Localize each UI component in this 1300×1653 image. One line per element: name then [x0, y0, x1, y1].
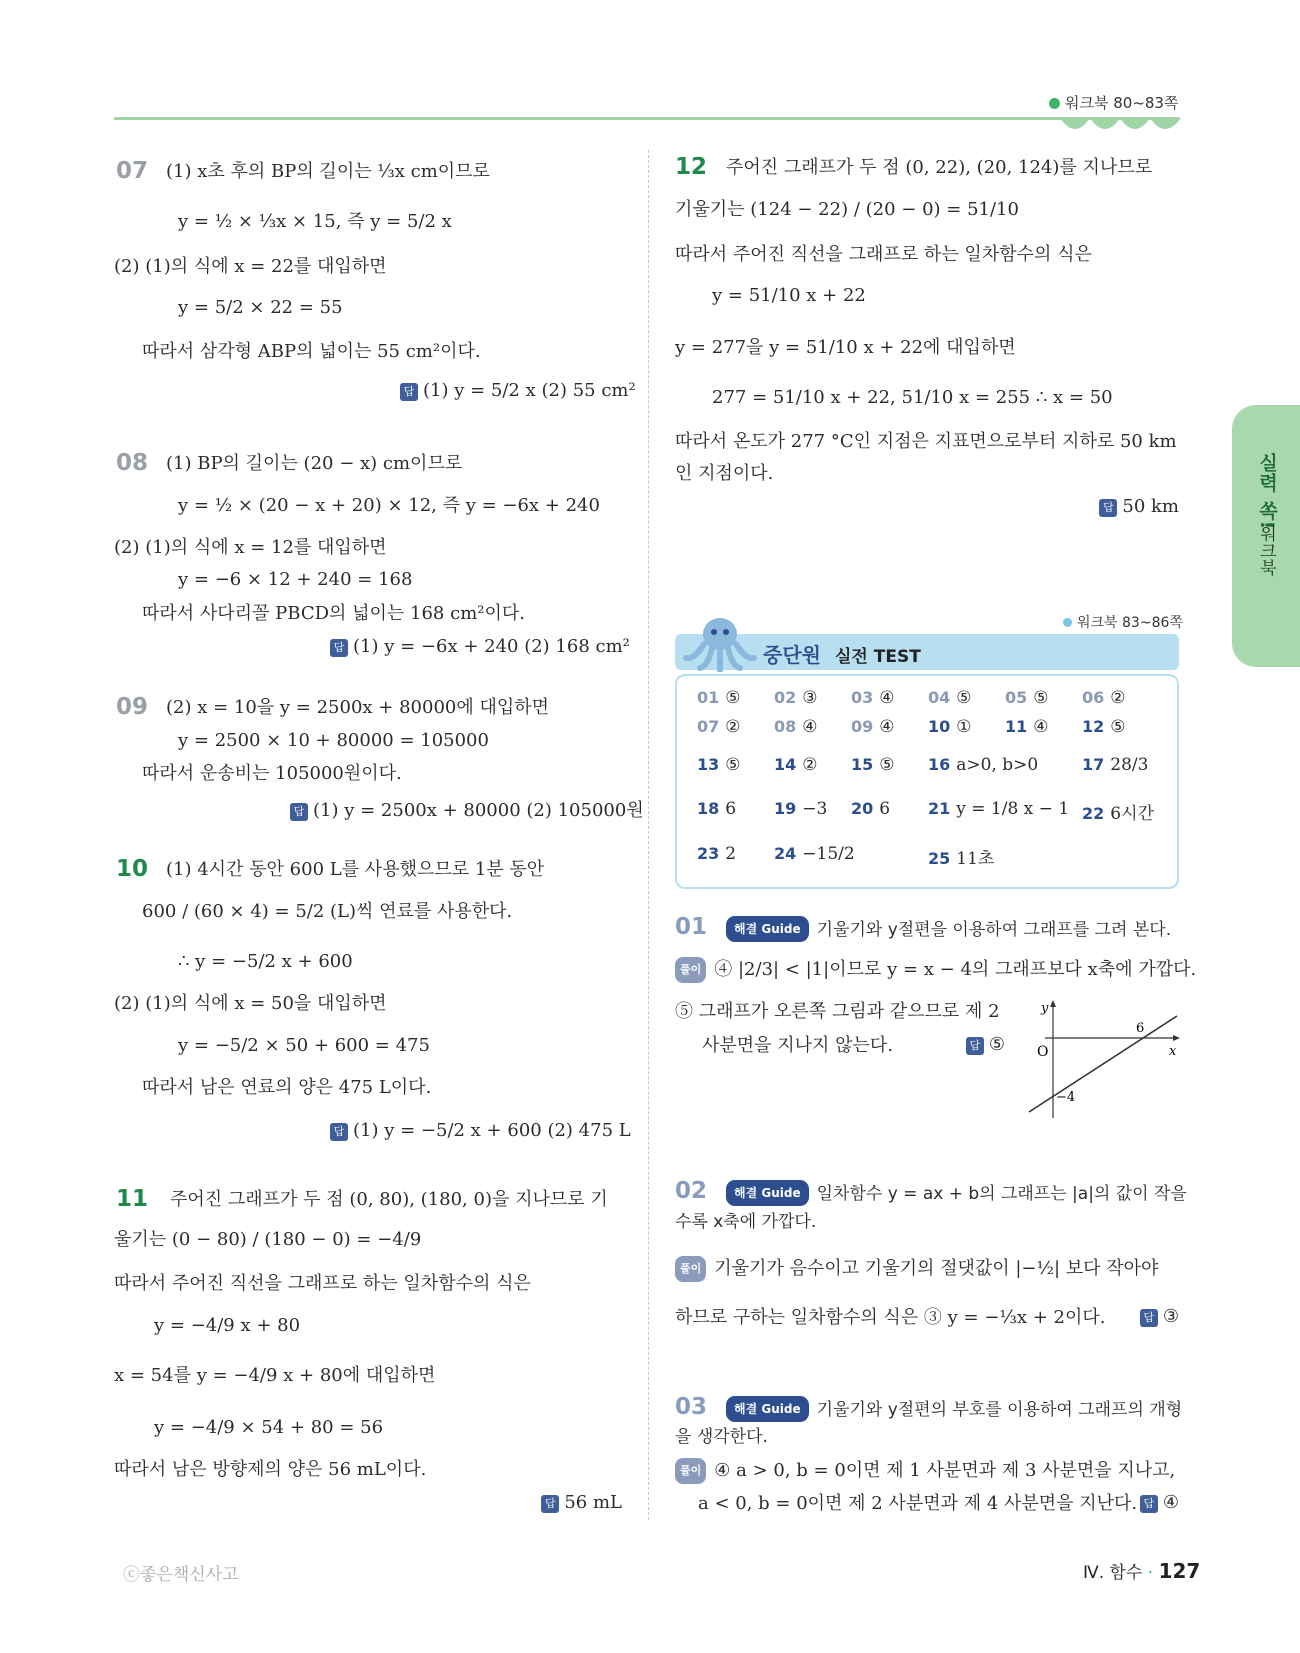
wave-decoration-icon	[1060, 118, 1181, 136]
q03-guide: 해결 Guide 기울기와 y절편의 부호를 이용하여 그래프의 개형	[726, 1396, 1182, 1422]
test-answer-value: ③	[802, 688, 818, 708]
q02-answer: 답 ③	[1120, 1306, 1179, 1327]
answer-badge-icon: 답	[541, 1495, 559, 1513]
guide-badge: 해결 Guide	[726, 1180, 809, 1206]
answer-badge-icon: 답	[1140, 1309, 1158, 1327]
p11-line3: 따라서 주어진 직선을 그래프로 하는 일차함수의 식은	[114, 1273, 531, 1294]
test-answer-number: 22	[1082, 804, 1105, 823]
question-number-03: 03	[675, 1394, 708, 1420]
graph-origin-label: O	[1037, 1044, 1049, 1060]
test-answer-number: 09	[851, 717, 874, 736]
green-dot-icon	[1049, 98, 1060, 109]
p12-line1: 주어진 그래프가 두 점 (0, 22), (20, 124)를 지나므로	[726, 157, 1153, 178]
test-answer-value: ⑤	[879, 755, 895, 775]
test-answer-item	[1082, 688, 1126, 708]
test-answer-number: 01	[697, 688, 720, 707]
answer-badge-icon: 답	[400, 383, 418, 401]
side-tab[interactable]	[1232, 405, 1300, 667]
answer-badge-icon: 답	[1099, 499, 1117, 517]
test-answer-number: 25	[928, 849, 951, 868]
test-answer-number: 21	[928, 799, 951, 818]
test-answer-value: 6	[725, 799, 737, 819]
answer-badge-icon: 답	[330, 1123, 348, 1141]
q02-guide-line2: 수록 x축에 가깝다.	[675, 1212, 817, 1232]
graph-y-intercept-label: −4	[1056, 1090, 1076, 1105]
test-subtitle: 실전 TEST	[835, 647, 921, 667]
test-answer-number: 08	[774, 717, 797, 736]
graph-y-label: y	[1041, 1001, 1049, 1016]
p07-line2: y = ½ × ⅓x × 15, 즉 y = 5/2 x	[178, 211, 452, 232]
problem-number-08: 08	[116, 450, 149, 476]
q01-line2: ⑤ 그래프가 오른쪽 그림과 같으므로 제 2	[675, 1001, 1000, 1022]
test-answer-item	[774, 755, 818, 775]
q01-answer: 답 ⑤	[950, 1034, 1005, 1055]
p12-line5: y = 277을 y = 51/10 x + 22에 대입하면	[675, 337, 1016, 358]
test-answer-number: 17	[1082, 755, 1105, 774]
p12-line2: 기울기는 (124 − 22) / (20 − 0) = 51/10	[675, 199, 1019, 220]
test-answer-value: ⑤	[1033, 688, 1049, 708]
test-answer-item	[1005, 717, 1049, 737]
p12-line6: 277 = 51/10 x + 22, 51/10 x = 255 ∴ x = 50	[712, 387, 1113, 408]
test-answer-value: −3	[802, 799, 828, 819]
test-answer-value: ⑤	[725, 688, 741, 708]
test-answer-number: 06	[1082, 688, 1105, 707]
test-answer-item	[774, 688, 818, 708]
test-answer-value: ⑤	[1110, 717, 1126, 737]
problem-number-11: 11	[116, 1186, 149, 1212]
test-answer-item	[928, 717, 972, 737]
p12-line4: y = 51/10 x + 22	[712, 285, 866, 306]
test-answer-value: ④	[1033, 717, 1049, 737]
q02-line2: 하므로 구하는 일차함수의 식은 ③ y = −⅓x + 2이다.	[675, 1307, 1106, 1328]
p07-answer: 답 (1) y = 5/2 x (2) 55 cm²	[400, 380, 622, 401]
solution-badge: 풀이	[675, 1458, 706, 1484]
octopus-mascot-icon	[680, 614, 760, 672]
test-answer-item	[697, 688, 741, 708]
answer-badge-icon: 답	[966, 1037, 984, 1055]
p07-line4: y = 5/2 × 22 = 55	[178, 297, 343, 318]
page-number: 127	[1158, 1559, 1201, 1583]
test-answer-number: 14	[774, 755, 797, 774]
test-answer-item	[697, 799, 736, 819]
q01-line3: 사분면을 지나지 않는다.	[702, 1035, 894, 1056]
test-answer-value: 6	[879, 799, 891, 819]
answer-badge-icon: 답	[290, 803, 308, 821]
test-answer-number: 10	[928, 717, 951, 736]
test-answer-number: 13	[697, 755, 720, 774]
solution-badge: 풀이	[675, 957, 706, 983]
test-answer-number: 11	[1005, 717, 1028, 736]
test-answer-value: ④	[879, 717, 895, 737]
guide-badge: 해결 Guide	[726, 1396, 809, 1422]
p10-line6: 따라서 남은 연료의 양은 475 L이다.	[142, 1077, 432, 1098]
test-answer-number: 04	[928, 688, 951, 707]
p07-line3: (2) (1)의 식에 x = 22를 대입하면	[114, 256, 387, 277]
test-answer-number: 23	[697, 844, 720, 863]
p10-line1: (1) 4시간 동안 600 L를 사용했으므로 1분 동안	[166, 859, 545, 880]
test-answer-number: 16	[928, 755, 951, 774]
test-answer-item	[928, 799, 1069, 819]
test-answer-item	[774, 717, 818, 737]
test-answer-number: 24	[774, 844, 797, 863]
p11-line5: x = 54를 y = −4/9 x + 80에 대입하면	[114, 1365, 436, 1386]
test-answer-item	[1082, 717, 1126, 737]
p07-line5: 따라서 삼각형 ABP의 넓이는 55 cm²이다.	[142, 341, 481, 362]
p10-line3: ∴ y = −5/2 x + 600	[178, 951, 353, 972]
test-answer-value: y = 1/8 x − 1	[956, 799, 1070, 819]
graph-x-label: x	[1169, 1044, 1177, 1059]
test-answer-number: 18	[697, 799, 720, 818]
test-answer-item	[851, 717, 895, 737]
graph-x-intercept-label: 6	[1136, 1021, 1145, 1036]
test-answer-value: 6시간	[1110, 804, 1154, 824]
p09-line2: y = 2500 × 10 + 80000 = 105000	[178, 730, 489, 751]
test-answer-item	[1082, 799, 1154, 824]
test-answer-number: 15	[851, 755, 874, 774]
p08-answer: 답 (1) y = −6x + 240 (2) 168 cm²	[330, 636, 622, 657]
p09-line1: (2) x = 10을 y = 2500x + 80000에 대입하면	[166, 697, 550, 718]
test-answer-number: 12	[1082, 717, 1105, 736]
page-footer	[1083, 1558, 1200, 1583]
test-answer-value: ④	[879, 688, 895, 708]
linear-function-graph	[1025, 1000, 1180, 1118]
test-answer-item	[697, 717, 741, 737]
question-number-01: 01	[675, 914, 708, 940]
test-answer-item	[928, 688, 972, 708]
test-answer-value: ②	[802, 755, 818, 775]
test-answer-item	[928, 755, 1038, 775]
q03-guide-line2: 을 생각한다.	[675, 1427, 768, 1447]
blue-dot-icon	[1063, 618, 1072, 627]
p11-line4: y = −4/9 x + 80	[154, 1315, 301, 1336]
test-answer-item	[697, 755, 741, 775]
test-answer-item	[774, 844, 855, 864]
test-answer-value: ②	[725, 717, 741, 737]
test-answer-item	[851, 755, 895, 775]
column-divider	[648, 150, 649, 1520]
p12-line7: 따라서 온도가 277 °C인 지점은 지표면으로부터 지하로 50 km	[675, 431, 1177, 452]
test-answer-number: 03	[851, 688, 874, 707]
test-answer-value: ⑤	[725, 755, 741, 775]
chapter-label: Ⅳ. 함수	[1083, 1563, 1143, 1583]
p12-answer: 답 50 km	[1000, 496, 1179, 517]
test-answer-value: 28/3	[1110, 755, 1149, 775]
test-answer-number: 07	[697, 717, 720, 736]
test-answer-value: a>0, b>0	[956, 755, 1039, 775]
p08-line2: y = ½ × (20 − x + 20) × 12, 즉 y = −6x + 240	[178, 495, 600, 516]
p08-line1: (1) BP의 길이는 (20 − x) cm이므로	[166, 453, 463, 474]
q01-guide: 해결 Guide 기울기와 y절편을 이용하여 그래프를 그려 본다.	[726, 916, 1171, 942]
test-workbook-ref: 워크북 83~86쪽	[1063, 612, 1183, 632]
q01-line1: 풀이 ④ |2/3| < |1|이므로 y = x − 4의 그래프보다 x축에 가깝다.	[675, 957, 1196, 983]
side-tab-title: 실력 쏙!	[1256, 453, 1278, 531]
test-answer-number: 19	[774, 799, 797, 818]
test-answer-number: 05	[1005, 688, 1028, 707]
problem-number-10: 10	[116, 856, 149, 882]
question-number-02: 02	[675, 1178, 708, 1204]
q03-answer: 답 ④	[1120, 1492, 1179, 1513]
p09-line3: 따라서 운송비는 105000원이다.	[142, 763, 402, 784]
q02-guide: 해결 Guide 일차함수 y = ax + b의 그래프는 |a|의 값이 작을	[726, 1180, 1187, 1206]
test-answer-item	[1082, 755, 1148, 775]
footer-dot: ·	[1147, 1563, 1154, 1583]
test-answer-value: ②	[1110, 688, 1126, 708]
p07-line1: (1) x초 후의 BP의 길이는 ⅓x cm이므로	[166, 161, 490, 182]
test-answer-item	[851, 688, 895, 708]
test-answer-value: ⑤	[956, 688, 972, 708]
test-answer-number: 02	[774, 688, 797, 707]
test-answer-item	[928, 844, 994, 869]
answer-badge-icon: 답	[1140, 1495, 1158, 1513]
p08-line5: 따라서 사다리꼴 PBCD의 넓이는 168 cm²이다.	[142, 603, 525, 624]
problem-number-12: 12	[675, 154, 708, 180]
problem-number-09: 09	[116, 694, 149, 720]
q03-line2: a < 0, b = 0이면 제 2 사분면과 제 4 사분면을 지난다.	[698, 1493, 1138, 1514]
p10-line4: (2) (1)의 식에 x = 50을 대입하면	[114, 993, 387, 1014]
p12-line8: 인 지점이다.	[675, 463, 774, 484]
q03-line1: 풀이 ④ a > 0, b = 0이면 제 1 사분면과 제 3 사분면을 지나고,	[675, 1458, 1175, 1484]
test-answer-item	[697, 844, 736, 864]
test-answer-item	[774, 799, 827, 819]
p09-answer: 답 (1) y = 2500x + 80000 (2) 105000원	[290, 796, 622, 822]
p08-line3: (2) (1)의 식에 x = 12를 대입하면	[114, 537, 387, 558]
test-answer-number: 20	[851, 799, 874, 818]
p10-line2: 600 / (60 × 4) = 5/2 (L)씩 연료를 사용한다.	[142, 901, 513, 922]
p08-line4: y = −6 × 12 + 240 = 168	[178, 569, 413, 590]
q02-line1: 풀이 기울기가 음수이고 기울기의 절댓값이 |−½| 보다 작아야	[675, 1256, 1158, 1282]
test-answer-value: 2	[725, 844, 737, 864]
header-rule	[114, 117, 1179, 120]
p11-answer: 답 56 mL	[480, 1492, 622, 1513]
problem-number-07: 07	[116, 158, 149, 184]
p11-line7: 따라서 남은 방향제의 양은 56 mL이다.	[114, 1459, 427, 1480]
p10-answer: 답 (1) y = −5/2 x + 600 (2) 475 L	[330, 1120, 622, 1141]
test-answer-value: ①	[956, 717, 972, 737]
test-answer-value: ④	[802, 717, 818, 737]
workbook-ref: 워크북 80~83쪽	[1049, 92, 1178, 113]
answer-badge-icon: 답	[330, 639, 348, 657]
p12-line3: 따라서 주어진 직선을 그래프로 하는 일차함수의 식은	[675, 244, 1092, 265]
copyright: ⓒ좋은책신사고	[123, 1565, 239, 1585]
test-answer-item	[1005, 688, 1049, 708]
guide-badge: 해결 Guide	[726, 916, 809, 942]
test-answer-value: 11초	[956, 849, 995, 869]
p11-line2: 울기는 (0 − 80) / (180 − 0) = −4/9	[114, 1229, 422, 1250]
p11-line6: y = −4/9 × 54 + 80 = 56	[154, 1417, 384, 1438]
p10-line5: y = −5/2 × 50 + 600 = 475	[178, 1035, 430, 1056]
test-answer-value: −15/2	[802, 844, 855, 864]
solution-badge: 풀이	[675, 1256, 706, 1282]
side-tab-subtitle: 워크북	[1256, 525, 1276, 576]
test-answer-item	[851, 799, 890, 819]
p11-line1: 주어진 그래프가 두 점 (0, 80), (180, 0)을 지나므로 기	[170, 1189, 608, 1210]
test-title: 중단원	[763, 643, 821, 667]
